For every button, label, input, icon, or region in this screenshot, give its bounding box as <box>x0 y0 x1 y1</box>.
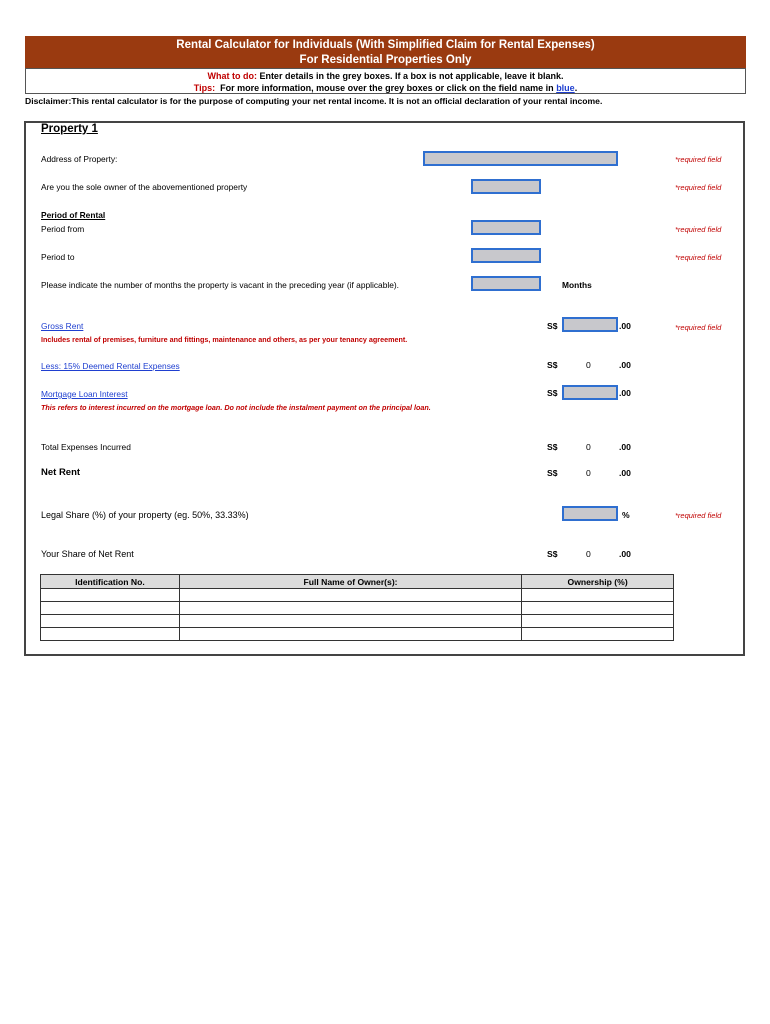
what-to-do-text: Enter details in the grey boxes. If a box is not applicable, leave it blank. <box>256 71 564 81</box>
identification-cell[interactable] <box>41 589 180 602</box>
period-from-input[interactable] <box>471 220 541 235</box>
period-heading: Period of Rental <box>41 210 106 220</box>
mortgage-currency: S$ <box>547 388 558 398</box>
vacant-months-label: Please indicate the number of months the property is vacant in the preceding year (if applicable). <box>41 280 399 290</box>
gross-rent-input[interactable] <box>562 317 618 332</box>
tips-text: For more information, mouse over the grey boxes or click on the field name in <box>215 83 557 93</box>
period-from-label: Period from <box>41 224 85 234</box>
total-expenses-value: 0 <box>586 442 591 452</box>
months-unit: Months <box>562 280 592 290</box>
ownership-cell[interactable] <box>522 602 674 615</box>
owners-table-header <box>41 575 674 589</box>
legal-share-label: Legal Share (%) of your property (eg. 50%, 33.33%) <box>41 510 249 520</box>
gross-rent-link[interactable]: Gross Rent <box>41 321 84 331</box>
ownership-cell[interactable] <box>522 628 674 641</box>
your-share-value: 0 <box>586 549 591 559</box>
property-title: Property 1 <box>41 123 98 135</box>
tips-end: . <box>574 83 578 93</box>
deemed-cents: .00 <box>619 360 631 370</box>
deemed-currency: S$ <box>547 360 558 370</box>
table-row <box>41 589 674 602</box>
ownership-cell[interactable] <box>522 589 674 602</box>
gross-rent-cents: .00 <box>619 321 631 331</box>
deemed-value: 0 <box>586 360 591 370</box>
tips-blue-link[interactable]: blue <box>556 83 575 93</box>
address-label: Address of Property: <box>41 154 118 164</box>
disclaimer <box>25 96 602 106</box>
percent-sign: % <box>622 510 630 520</box>
legal-share-input[interactable] <box>562 506 618 521</box>
identification-cell[interactable] <box>41 628 180 641</box>
gross-rent-note: Includes rental of premises, furniture and fittings, maintenance and others, as per your tenancy agreement. <box>41 335 408 344</box>
owner-name-cell[interactable] <box>179 628 521 641</box>
page-title: Rental Calculator for Individuals (With Simplified Claim for Rental Expenses) <box>176 39 595 51</box>
owner-name-cell[interactable] <box>179 602 521 615</box>
table-row <box>41 628 674 641</box>
header-full-name: Full Name of Owner(s): <box>179 575 521 589</box>
total-expenses-cents: .00 <box>619 442 631 452</box>
sole-owner-label: Are you the sole owner of the abovementioned property <box>41 182 248 192</box>
net-rent-currency: S$ <box>547 468 558 478</box>
vacant-months-input[interactable] <box>471 276 541 291</box>
owners-table <box>40 574 674 641</box>
table-row <box>41 615 674 628</box>
required-note-period-to: *required field <box>675 253 722 262</box>
mortgage-cents: .00 <box>619 388 631 398</box>
gross-rent-currency: S$ <box>547 321 558 331</box>
page-subtitle: For Residential Properties Only <box>299 54 472 66</box>
owner-name-cell[interactable] <box>179 589 521 602</box>
what-to-do-label: What to do: <box>207 71 257 81</box>
title-banner <box>25 36 746 68</box>
identification-cell[interactable] <box>41 602 180 615</box>
total-expenses-label: Total Expenses Incurred <box>41 442 131 452</box>
net-rent-label: Net Rent <box>41 467 81 478</box>
disclaimer-text: This rental calculator is for the purpose of computing your net rental income. It is not an official declaration of your rental income. <box>71 96 603 106</box>
your-share-currency: S$ <box>547 549 558 559</box>
ownership-cell[interactable] <box>522 615 674 628</box>
owner-name-cell[interactable] <box>179 615 521 628</box>
table-row <box>41 602 674 615</box>
header-ownership: Ownership (%) <box>522 575 674 589</box>
total-expenses-currency: S$ <box>547 442 558 452</box>
required-note-address: *required field <box>675 155 722 164</box>
address-input[interactable] <box>423 151 618 166</box>
net-rent-value: 0 <box>586 468 591 478</box>
your-share-label: Your Share of Net Rent <box>41 549 134 559</box>
your-share-cents: .00 <box>619 549 631 559</box>
mortgage-interest-link[interactable]: Mortgage Loan Interest <box>41 389 128 399</box>
deemed-expenses-link[interactable]: Less: 15% Deemed Rental Expenses <box>41 361 180 371</box>
net-rent-cents: .00 <box>619 468 631 478</box>
identification-cell[interactable] <box>41 615 180 628</box>
period-to-label: Period to <box>41 252 75 262</box>
period-to-input[interactable] <box>471 248 541 263</box>
required-note-period-from: *required field <box>675 225 722 234</box>
disclaimer-label: Disclaimer: <box>25 96 72 106</box>
required-note-sole-owner: *required field <box>675 183 722 192</box>
sole-owner-input[interactable] <box>471 179 541 194</box>
header-identification-no: Identification No. <box>41 575 180 589</box>
instructions-box <box>25 68 746 94</box>
tips-label: Tips: <box>193 83 216 93</box>
required-note-legal-share: *required field <box>675 511 722 520</box>
mortgage-note: This refers to interest incurred on the mortgage loan. Do not include the instalment payment on the principal loan. <box>41 403 431 412</box>
mortgage-interest-input[interactable] <box>562 385 618 400</box>
required-note-gross-rent: *required field <box>675 323 722 332</box>
